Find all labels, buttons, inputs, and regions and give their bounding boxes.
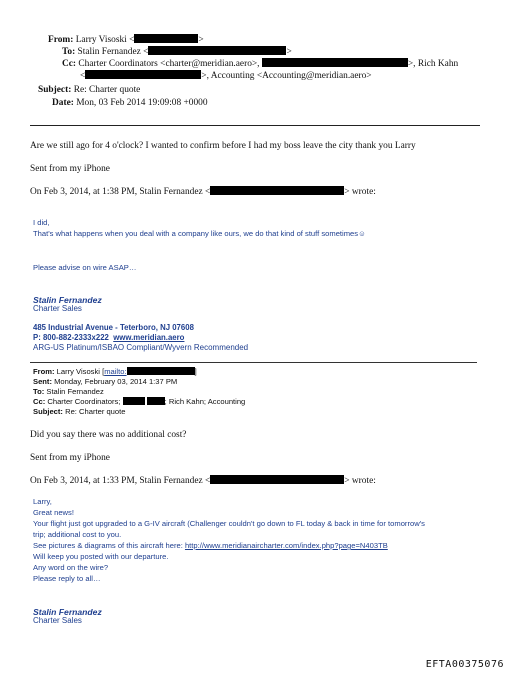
mailto-link[interactable]: mailto: [104, 367, 127, 376]
subject-label: Subject: [38, 85, 72, 95]
signature-name: Stalin Fernandez [33, 607, 102, 617]
signature-cert: ARG-US Platinum/ISBAO Compliant/Wyvern Recommended [33, 343, 249, 352]
header-divider [30, 125, 480, 126]
redaction [134, 34, 198, 43]
signature-name: Stalin Fernandez [33, 295, 102, 305]
redaction [210, 186, 344, 195]
redaction [262, 58, 408, 67]
reply-line: That's what happens when you deal with a company like ours, we do that kind of stuff sometimes☺ [33, 229, 366, 238]
redaction [127, 367, 195, 375]
reply-line: trip; additional cost to you. [33, 530, 122, 539]
fwd-from-line: From: Larry Visoski [mailto: ] [33, 367, 197, 376]
cc-label: Cc: [62, 59, 77, 69]
fwd-sent-line: Sent: Monday, February 03, 2014 1:37 PM [33, 377, 178, 386]
signature-phone-line [33, 333, 184, 343]
sent-from-iphone: Sent from my iPhone [30, 453, 110, 463]
fwd-to-line: To: Stalin Fernandez [33, 387, 104, 396]
fwd-cc-line: Cc: Charter Coordinators; ; Rich Kahn; Accounting [33, 397, 246, 406]
to-value: Stalin Fernandez < [77, 47, 149, 57]
reply-line: Please reply to all… [33, 574, 101, 583]
from-label: From: [48, 35, 74, 45]
cc-line: Cc: Charter Coordinators <charter@meridian.aero>, >, Rich Kahn [62, 59, 459, 69]
signature-phone: P: 800-882-2333x222 [33, 333, 109, 342]
aircraft-link[interactable]: http://www.meridianaircharter.com/index.php?page=N403TB [184, 541, 388, 550]
reply-line: Larry, [33, 497, 52, 506]
website-link[interactable]: www.meridian.aero [113, 333, 185, 342]
forward-divider [30, 362, 477, 363]
date-value: Mon, 03 Feb 2014 19:09:08 +0000 [76, 98, 208, 108]
reply-line: Will keep you posted with our departure. [33, 552, 169, 561]
bates-number: EFTA00375076 [425, 659, 504, 670]
redaction [210, 475, 344, 484]
reply-line: Your flight just got upgraded to a G-IV aircraft (Challenger couldn't go down to FL today & back in time for tomorrow's [33, 519, 425, 528]
subject-value: Re: Charter quote [73, 85, 141, 95]
redaction [147, 397, 165, 405]
from-line: From: Larry Visoski < > [48, 35, 204, 45]
redaction [85, 70, 201, 79]
from-value: Larry Visoski < [75, 35, 135, 45]
message-body: Did you say there was no additional cost? [30, 430, 187, 440]
signature-address: 485 Industrial Avenue - Teterboro, NJ 07608 [33, 323, 194, 332]
to-label: To: [62, 47, 76, 57]
reply-line: Great news! [33, 508, 74, 517]
quote-intro: On Feb 3, 2014, at 1:33 PM, Stalin Fernandez < > wrote: [30, 476, 376, 486]
date-label: Date: [52, 98, 74, 108]
reply-line: Please advise on wire ASAP… [33, 263, 137, 272]
signature-title: Charter Sales [33, 616, 82, 625]
subject-line [38, 84, 140, 96]
reply-line: I did, [33, 218, 50, 227]
signature-title: Charter Sales [33, 304, 82, 313]
to-line: To: Stalin Fernandez < > [62, 47, 292, 57]
cc-value: Charter Coordinators <charter@meridian.aero>, [78, 59, 260, 69]
quote-intro: On Feb 3, 2014, at 1:38 PM, Stalin Fernandez < > wrote: [30, 187, 376, 197]
date-line [52, 97, 208, 109]
cc-line-2: < >, Accounting <Accounting@meridian.aero> [80, 71, 372, 81]
sent-from-iphone: Sent from my iPhone [30, 164, 110, 174]
redaction [123, 397, 145, 405]
redaction [148, 46, 286, 55]
reply-line: Any word on the wire? [33, 563, 109, 572]
reply-line: See pictures & diagrams of this aircraft here: http://www.meridianaircharter.com/index.php?page=N403TB [33, 541, 388, 550]
fwd-subject-line: Subject: Re: Charter quote [33, 407, 126, 416]
message-body: Are we still ago for 4 o'clock? I wanted to confirm before I had my boss leave the city thank you Larry [30, 141, 416, 151]
